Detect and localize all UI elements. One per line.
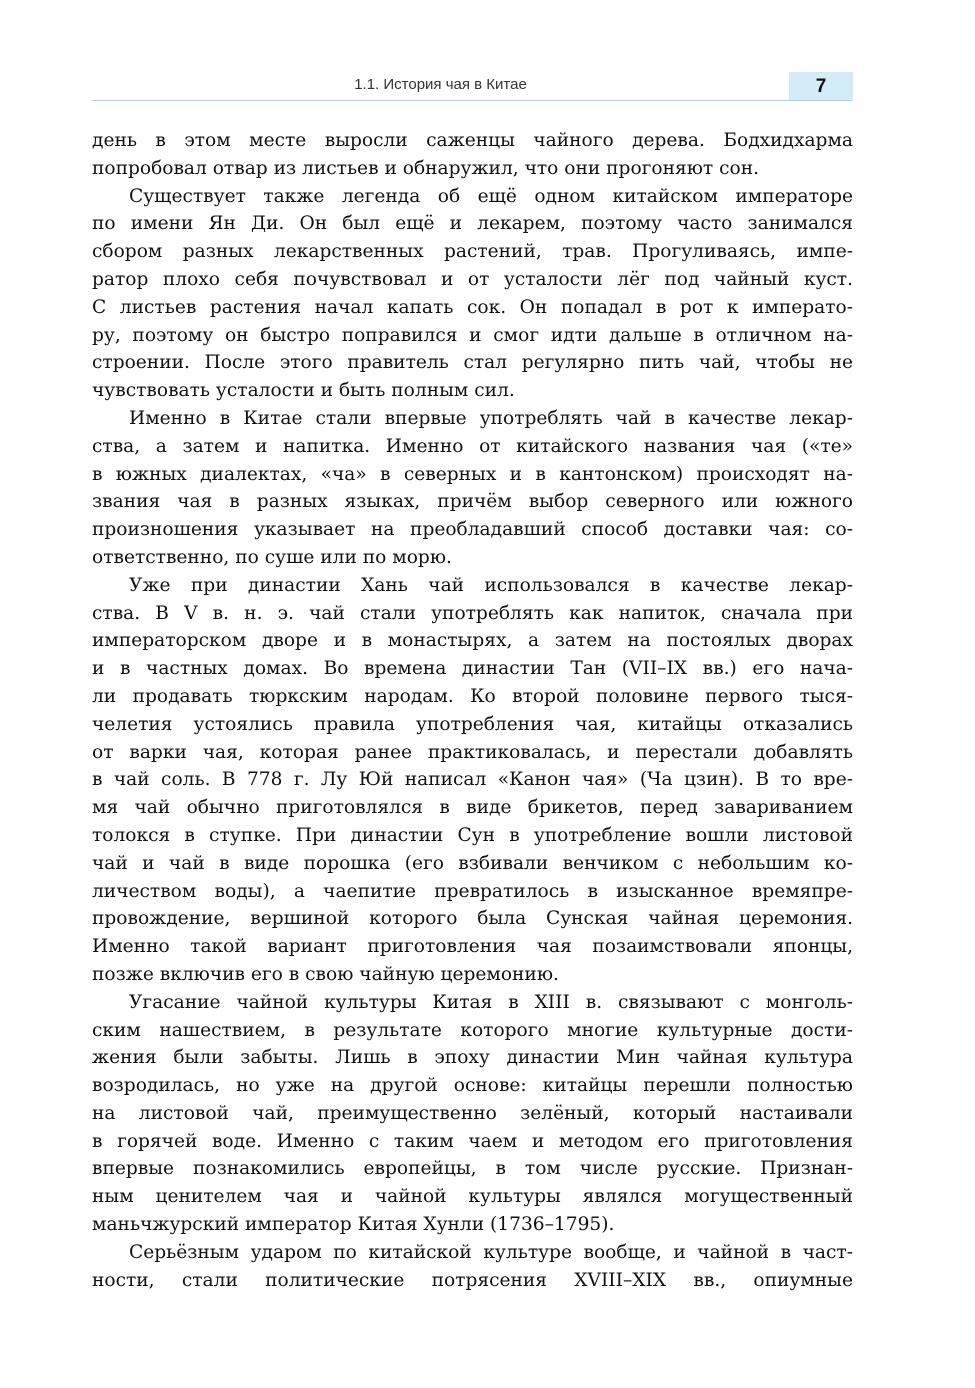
text-line: Уже при династии Хань чай использовался в качестве лекар- [129, 574, 853, 596]
text-line: и в частных домах. Во времена династии Тан (VII–IX вв.) его нача- [92, 658, 853, 680]
text-line: ности, стали политические потрясения XVIII–XIX вв., опиумные [92, 1269, 853, 1291]
text-line: ответственно, по суше или по морю. [92, 546, 452, 568]
text-line: ру, поэтому он быстро поправился и смог идти дальше в отличном на- [92, 324, 853, 346]
text-line: личеством воды), а чаепитие превратилось в изысканное времяпре- [92, 880, 853, 902]
text-line: императорском дворе и в монастырях, а затем на постоялых дворах [92, 630, 853, 652]
text-line: ли продавать тюркским народам. Ко второй половине первого тыся- [92, 685, 853, 707]
text-line: провождение, вершиной которого была Сунская чайная церемония. [92, 908, 853, 930]
running-title: 1.1. История чая в Китае [354, 76, 527, 93]
header-rule [92, 100, 853, 101]
text-line: чай и чай в виде порошка (его взбивали венчиком с небольшим ко- [92, 852, 853, 874]
text-line: произношения указывает на преобладавший способ доставки чая: со- [92, 519, 853, 541]
text-line: Именно в Китае стали впервые употреблять чай в качестве лекар- [129, 407, 853, 429]
text-line: ства, а затем и напитка. Именно от китайского названия чая («те» [92, 435, 853, 457]
text-line: маньчжурский император Китая Хунли (1736–1795). [92, 1214, 615, 1236]
text-line: Серьёзным ударом по китайской культуре вообще, и чайной в част- [129, 1241, 853, 1263]
text-line: ным ценителем чая и чайной культуры являлся могущественный [92, 1186, 853, 1208]
text-line: Именно такой вариант приготовления чая позаимствовали японцы, [92, 936, 853, 958]
text-line: по имени Ян Ди. Он был ещё и лекарем, поэтому часто занимался [92, 213, 853, 235]
text-line: на листовой чай, преимущественно зелёный, который настаивали [92, 1102, 853, 1124]
text-line: позже включив его в свою чайную церемонию. [92, 963, 559, 985]
text-line: ства. В V в. н. э. чай стали употреблять как напиток, сначала при [92, 602, 853, 624]
text-line: толокся в ступке. При династии Сун в употребление вошли листовой [92, 824, 853, 846]
text-line: сбором разных лекарственных растений, трав. Прогуливаясь, импе- [92, 241, 853, 263]
text-line: в чай соль. В 778 г. Лу Юй написал «Канон чая» (Ча цзин). В то вре- [92, 769, 853, 791]
text-line: ратор плохо себя почувствовал и от усталости лёг под чайный куст. [92, 268, 853, 290]
text-line: в южных диалектах, «ча» в северных и в кантонском) происходят на- [92, 463, 853, 485]
text-line: возродилась, но уже на другой основе: китайцы перешли полностью [92, 1075, 853, 1097]
text-line: день в этом месте выросли саженцы чайного дерева. Бодхидхарма [92, 130, 853, 151]
text-line: в горячей воде. Именно с таким чаем и методом его приготовления [92, 1130, 853, 1152]
text-line: жения были забыты. Лишь в эпоху династии Мин чайная культура [92, 1047, 853, 1069]
text-line: ским нашествием, в результате которого многие культурные дости- [92, 1019, 853, 1041]
text-line: звания чая в разных языках, причём выбор северного или южного [92, 491, 853, 513]
text-line: впервые познакомились европейцы, в том числе русские. Признан- [92, 1158, 853, 1180]
body-text [92, 127, 853, 1294]
text-line: строении. После этого правитель стал регулярно пить чай, чтобы не [92, 352, 853, 374]
text-line: чувствовать усталости и быть полным сил. [92, 380, 515, 402]
text-line: С листьев растения начал капать сок. Он попадал в рот к императо- [92, 296, 853, 318]
page-header [92, 72, 853, 102]
text-line: попробовал отвар из листьев и обнаружил, что они прогоняют сон. [92, 157, 760, 179]
text-line: мя чай обычно приготовлялся в виде брикетов, перед завариванием [92, 797, 853, 819]
text-line: Существует также легенда об ещё одном китайском императоре [129, 185, 853, 207]
text-line: челетия устоялись правила употребления чая, китайцы отказались [92, 713, 853, 735]
text-line: от варки чая, которая ранее практиковалась, и перестали добавлять [92, 741, 853, 763]
page-number: 7 [789, 72, 853, 101]
text-line: Угасание чайной культуры Китая в XIII в. связывают с монголь- [129, 991, 853, 1013]
